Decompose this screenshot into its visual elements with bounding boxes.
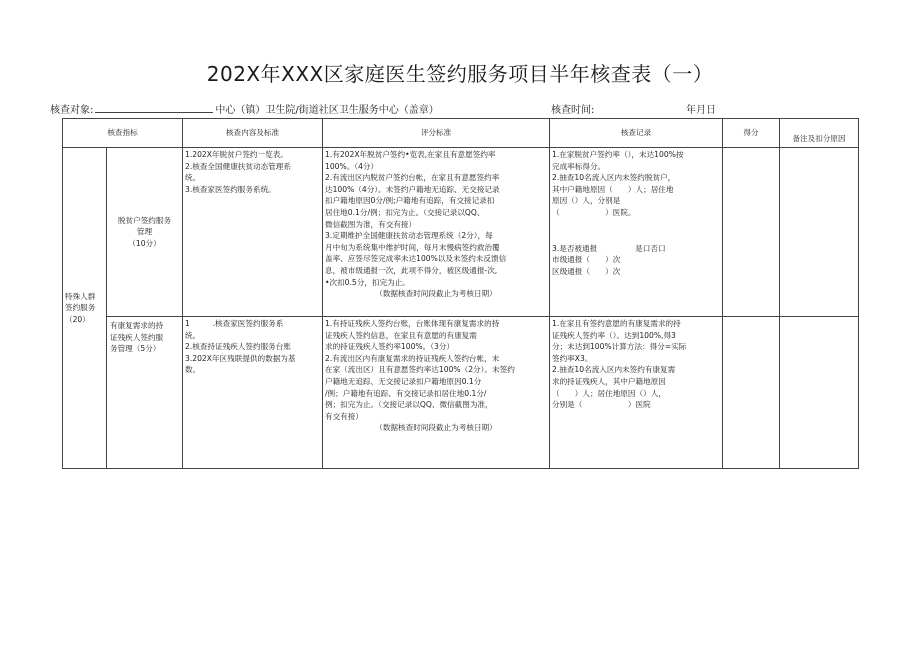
content-line: 统。: [185, 330, 201, 340]
record-line: 签约率X3。: [552, 353, 593, 363]
record-line: 3.是否被通报 是口否口: [552, 243, 666, 253]
record-line: 2.抽查10名流入区内未签约脱贫户，: [552, 173, 676, 183]
record-line: 求的持证残疾人，其中户籍地原因: [552, 376, 666, 386]
record-line: 完成率标得分。: [552, 161, 606, 171]
scoring-line: 息，被市级通报一次，此项不得分，被区级通报-次,: [325, 265, 498, 275]
header-scoring: 评分标准: [323, 119, 550, 148]
content-line: 统。: [185, 173, 201, 183]
scoring-line: 月中旬为系统集中维护时间，每月末慢病签约救治覆: [325, 242, 500, 252]
record-line: 1.在家且有签约意愿的有康复需求的持: [552, 319, 681, 328]
scoring-line: 求的持证残疾人签约率100%。（3分）: [325, 342, 455, 352]
table-row: [63, 148, 859, 317]
scoring-line: 微信截图为准，有交有接）: [325, 219, 417, 229]
content-cell: [183, 317, 323, 469]
record-line: 证残疾人签约率（）。达到100%,得3: [552, 330, 676, 340]
subindicator-line: 务管理（5分）: [110, 344, 161, 354]
content-cell: [183, 148, 323, 317]
scoring-line: 2.有流出区内脱贫户签约台帐，在家且有意愿签约率: [325, 173, 500, 183]
scoring-line: 达100%（4分）。未签约户籍地无追踪、无交接记录: [325, 184, 500, 194]
subindicator-line: 有康复需求的持: [110, 321, 164, 330]
header-indicator: 核查指标: [63, 119, 183, 148]
score-cell[interactable]: [723, 148, 780, 317]
header-content: 核查内容及标准: [183, 119, 323, 148]
record-line: 1.在家脱贫户签约率（），未达100%按: [552, 150, 684, 159]
subindicator-line: （10分）: [128, 238, 161, 248]
subindicator-cell: [107, 317, 183, 469]
inspection-time-label: 核查时间:: [551, 105, 595, 116]
content-line: 1.202X年脱贫户签约一览表。: [185, 150, 288, 159]
header-record: 核查记录: [550, 119, 723, 148]
scoring-cell: [323, 317, 550, 469]
record-line: 分别是（ ）医院: [552, 400, 651, 410]
category-score: （20）: [65, 314, 90, 324]
record-line: （ ）医院。: [552, 207, 636, 217]
center-text: 中心（镇）卫生院/街道社区卫生服务中心（盖章）: [215, 105, 439, 116]
content-line: 3.核查家医签约服务系统。: [185, 184, 276, 194]
content-line: 数。: [185, 365, 201, 375]
header-notes: 备注及扣分原因: [780, 119, 859, 148]
page-title: 202X年XXX区家庭医生签约服务项目半年核查表（一）: [206, 62, 714, 86]
scoring-line: 3.定期维护全国健康扶贫动态管理系统（2分），每: [325, 231, 493, 241]
scoring-line: 在家（流出区）且有意愿签约率达100%（2分）。未签约: [325, 365, 515, 375]
scoring-line: 1.有202X年脱贫户签约•览表,在家且有意愿签约率: [325, 150, 496, 159]
content-line: 3.202X年区残联提供的数据为基: [185, 353, 296, 363]
notes-cell[interactable]: [780, 148, 859, 317]
subindicator-cell: [107, 148, 183, 317]
scoring-line: 1.有持证残疾人签约台账，台账体现有康复需求的持: [325, 319, 500, 328]
scoring-line: 盖率、应签尽签完成率未达100%以及未签约未反馈信: [325, 254, 507, 264]
scoring-line: 有交有接）: [325, 411, 363, 421]
inspection-object-field: [50, 101, 439, 116]
subindicator-line: 证残疾人签约服: [110, 332, 164, 342]
header-score: 得分: [723, 119, 780, 148]
scoring-line: （数据核查时间段截止为考核日期）: [375, 423, 497, 433]
subindicator-line: 管理: [136, 227, 153, 237]
scoring-line: 100%。（4分）: [325, 161, 379, 171]
scoring-line: （数据核查时间段截止为考核日期）: [375, 289, 497, 299]
scoring-line: 例；扣完为止。（交接记录以QQ、微信截图为准，: [325, 400, 493, 410]
record-cell: [550, 317, 723, 469]
scoring-line: 证残疾人签约信息，在家且有意愿的有康复需: [325, 330, 477, 340]
scoring-line: 户籍地无追踪、无交接记录扣户籍地原因0.1分: [325, 376, 482, 386]
table-row: [63, 317, 859, 469]
record-line: 其中户籍地原因（ ）人；居住地: [552, 184, 674, 194]
inspection-object-label: 核查对象:: [50, 105, 94, 116]
scoring-line: 2.有流出区内有康复需求的持证残疾人签约台帐，未: [325, 353, 500, 363]
scoring-line: 居住地0.1分/例；扣完为止。（交接记录以QQ、: [325, 207, 485, 217]
notes-cell[interactable]: [780, 317, 859, 469]
content-line: 2.核查持证残疾人签约服务台账: [185, 342, 291, 352]
category-label-line: 特殊人群: [65, 291, 96, 301]
record-line: （ ）人；居住地原因（）人，: [552, 388, 666, 398]
scoring-line: •次扣0.5分，扣完为止。: [325, 277, 410, 287]
content-line: 2.核查全国健康扶贫动态管理系: [185, 161, 291, 171]
scoring-cell: [323, 148, 550, 317]
record-line: 分；未达到100%计算方法：得分=实际: [552, 342, 687, 352]
record-line: 市级通报（ ）次: [552, 255, 621, 265]
category-label-line: 签约服务: [65, 303, 96, 313]
inspection-date-text: 年月日: [686, 105, 716, 116]
record-line: 原因（）人，分别是: [552, 196, 621, 206]
inspection-object-blank: [95, 103, 213, 113]
scoring-line: /例；户籍地有追踪、有交接记录扣居住地0.1分/: [325, 388, 487, 398]
score-cell[interactable]: [723, 317, 780, 469]
header-row: [63, 119, 859, 148]
record-line: 区级通报（ ）次: [552, 266, 621, 276]
category-cell: [63, 148, 107, 469]
record-cell: [550, 148, 723, 317]
inspection-table: [62, 118, 859, 469]
content-line: 1 .核查家医签约服务系: [185, 319, 284, 328]
subindicator-line: 脱贫户签约服务: [117, 215, 172, 225]
record-line: 2.抽查10名流入区内未签约有康复需: [552, 365, 676, 375]
scoring-line: 扣户籍地原因0分/例;户籍地有追踪，有交接记录扣: [325, 196, 495, 206]
